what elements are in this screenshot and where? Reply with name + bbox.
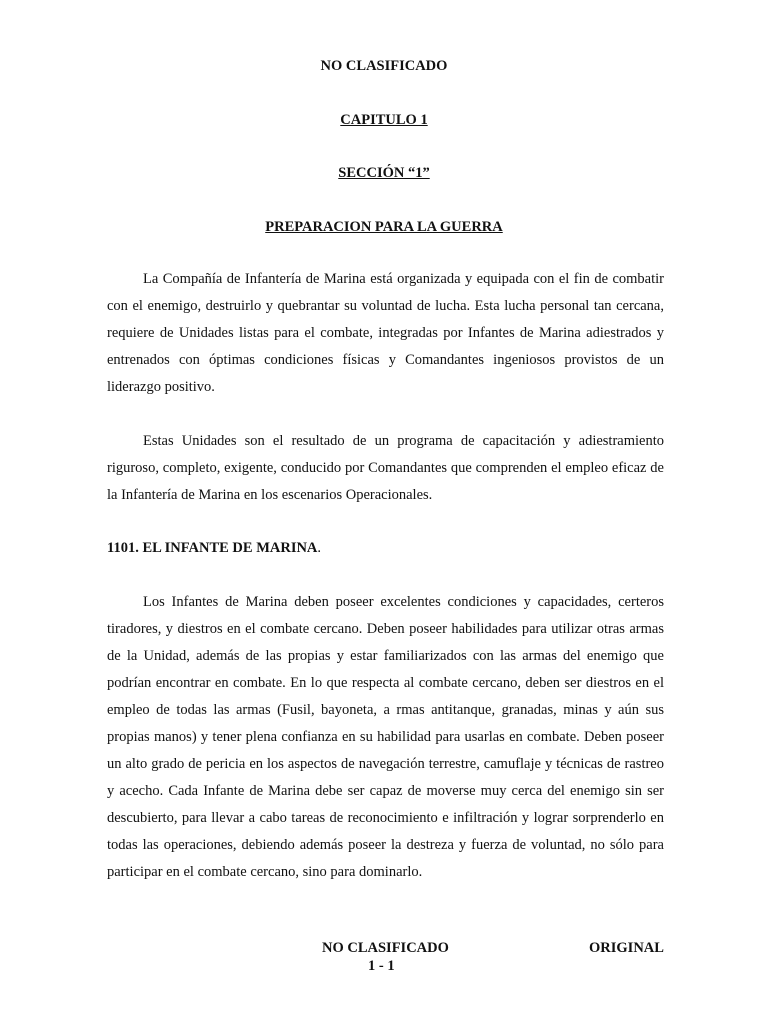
chapter-heading bbox=[0, 112, 768, 129]
paragraph-3-text: Los Infantes de Marina deben poseer excelentes condiciones y capacidades, certeros tiradores, y diestros en el combate cercano. Deben poseer habilidades para utilizar otras armas de la Unidad, además de las propias y estar familiarizados con las armas del enemigo que podrían encontrar en combate. En lo que respecta al combate cercano, deben ser diestros en el empleo de todas las armas (Fusil, bayoneta, a rmas antitanque, granadas, minas y aún sus propias manos) y tener plena confianza en su habilidad para usarlas en combate. Deben poseer un alto grado de pericia en los aspectos de navegación terrestre, camuflaje y técnicas de rastreo y acecho. Cada Infante de Marina debe ser capaz de moverse muy cerca del enemigo sin ser descubierto, para llevar a cabo tareas de reconocimiento e infiltración y lograr sorprenderlo en todas las operaciones, debiendo además poseer la destreza y fuerza de voluntad, no sólo para participar en el combate cercano, sino para dominarlo. bbox=[107, 594, 664, 880]
footer-classification: NO CLASIFICADO bbox=[322, 940, 449, 956]
classification-header: NO CLASIFICADO bbox=[320, 58, 448, 74]
section-1101-heading bbox=[107, 540, 321, 557]
footer-page-number: 1 - 1 bbox=[368, 958, 395, 974]
section-1101-title: 1101. EL INFANTE DE MARINA bbox=[107, 540, 318, 556]
section-1101-period: . bbox=[317, 540, 322, 556]
paragraph-1 bbox=[107, 266, 664, 401]
paragraph-3 bbox=[107, 589, 664, 886]
paragraph-1-text: La Compañía de Infantería de Marina está organizada y equipada con el fin de combatir con el enemigo, destruirlo y quebrantar su voluntad de lucha. Esta lucha personal tan cercana, requiere de Unidades listas para el combate, integradas por Infantes de Marina adiestrados y entrenados con óptimas condiciones físicas y Comandantes ingeniosos provistos de un liderazgo positivo. bbox=[107, 271, 664, 395]
chapter-heading-text: CAPITULO 1 bbox=[340, 112, 428, 128]
document-title bbox=[0, 219, 768, 236]
section-heading-text: SECCIÓN “1” bbox=[338, 165, 430, 181]
paragraph-2-text: Estas Unidades son el resultado de un programa de capacitación y adiestramiento riguroso, completo, exigente, conducido por Comandantes que comprenden el empleo eficaz de la Infantería de Marina en los escenarios Operacionales. bbox=[107, 433, 664, 503]
document-title-text: PREPARACION PARA LA GUERRA bbox=[265, 219, 503, 235]
section-heading bbox=[0, 165, 768, 182]
footer-status: ORIGINAL bbox=[589, 940, 664, 956]
paragraph-2 bbox=[107, 428, 664, 509]
